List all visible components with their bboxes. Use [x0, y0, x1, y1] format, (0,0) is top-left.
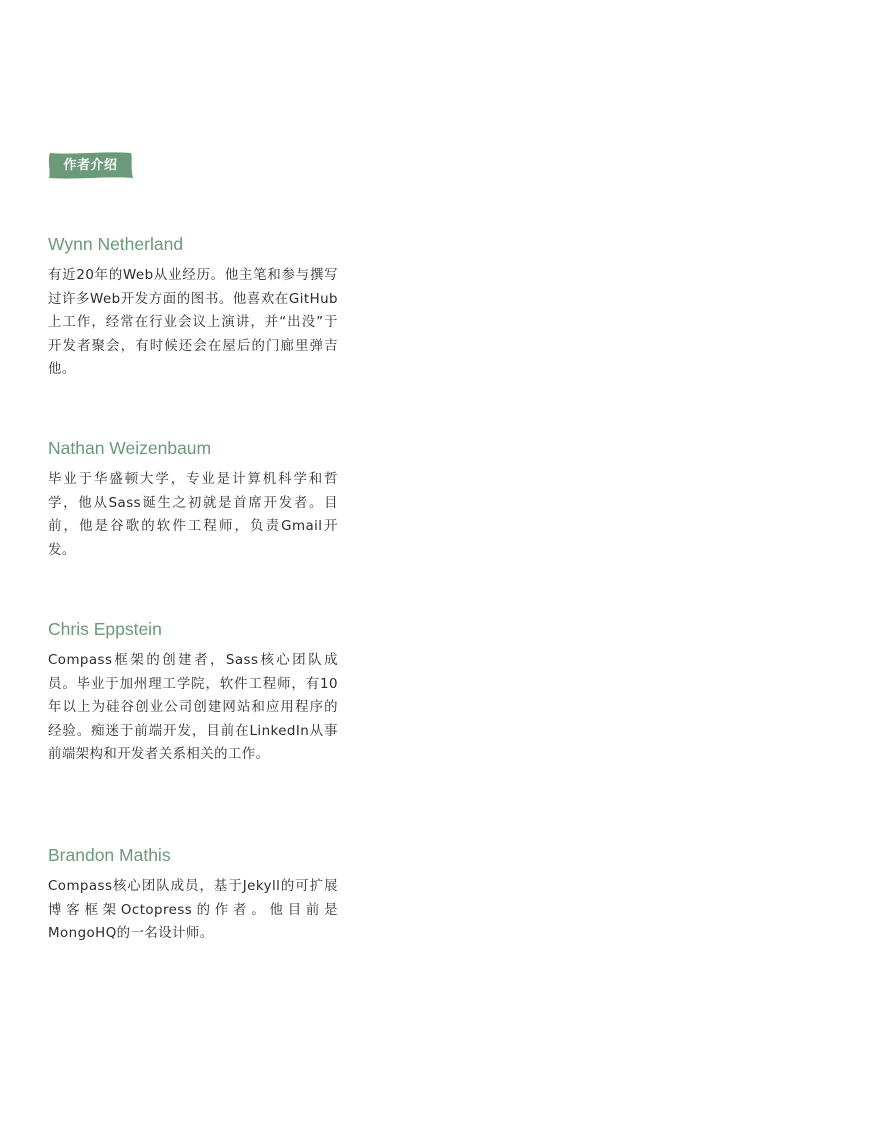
author-bio: 有近20年的Web从业经历。他主笔和参与撰写过许多Web开发方面的图书。他喜欢在GitHub上工作，经常在行业会议上演讲，并“出没”于开发者聚会，有时候还会在屋后的门廊里弹吉他。	[48, 268, 338, 377]
author-name: Wynn Netherland	[48, 234, 184, 254]
section-title: 作者介绍	[63, 158, 118, 173]
section-title-tag	[47, 151, 134, 180]
author-bio: Compass核心团队成员，基于Jekyll的可扩展博客框架Octopress的作者。他目前是MongoHQ的一名设计师。	[48, 879, 338, 941]
author-entry	[48, 437, 338, 562]
author-bio: Compass框架的创建者，Sass核心团队成员。毕业于加州理工学院，软件工程师，有10年以上为硅谷创业公司创建网站和应用程序的经验。痴迷于前端开发，目前在LinkedIn从事前端架构和开发者关系相关的工作。	[48, 653, 338, 762]
author-name: Brandon Mathis	[48, 845, 171, 865]
author-name: Chris Eppstein	[48, 619, 162, 639]
author-bio: 毕业于华盛顿大学，专业是计算机科学和哲学，他从Sass诞生之初就是首席开发者。目前，他是谷歌的软件工程师，负责Gmail开发。	[48, 472, 339, 558]
author-entry	[48, 618, 338, 767]
author-entry	[48, 844, 338, 946]
author-entry	[48, 233, 338, 382]
author-name: Nathan Weizenbaum	[48, 438, 212, 458]
